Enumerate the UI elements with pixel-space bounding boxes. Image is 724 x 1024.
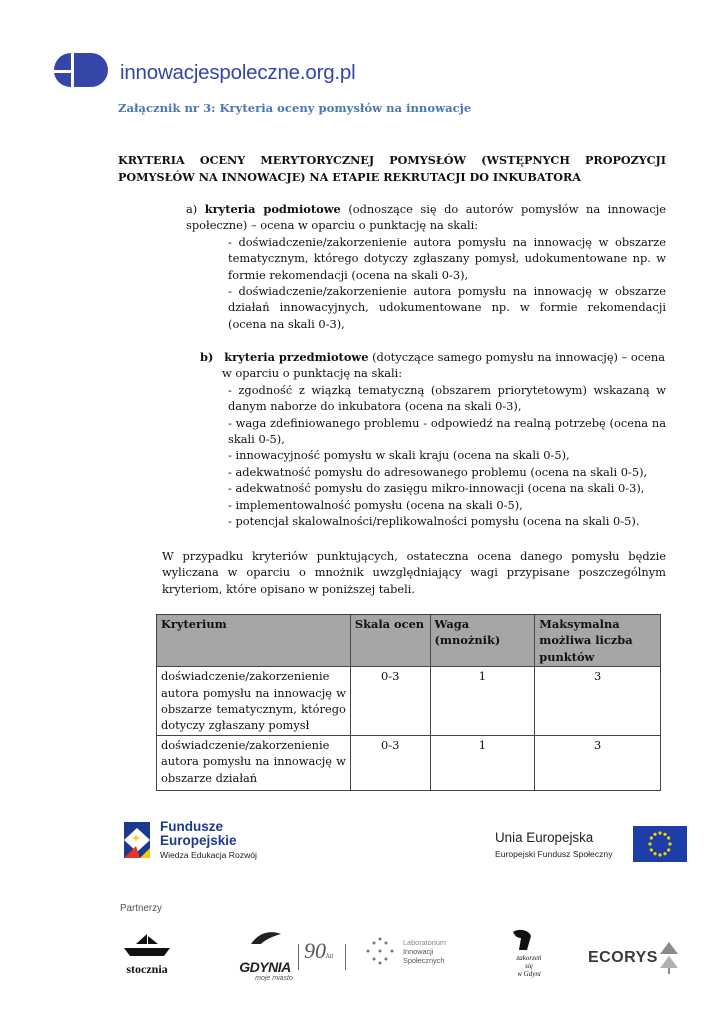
zak-line-2: się bbox=[525, 962, 533, 970]
section-b-marker: b) bbox=[200, 350, 214, 364]
partner-zakorzen-logo bbox=[498, 928, 560, 978]
eu-line-2: Europejski Fundusz Społeczny bbox=[495, 848, 613, 859]
table-cell: doświadczenie/zakorzenienie autora pomysłu na innowację w obszarze tematycznym, którego dotyczy zgłaszany pomysł bbox=[157, 667, 351, 736]
european-funds-logo bbox=[120, 818, 257, 862]
section-a-lead-text: (odnoszące się do autorów pomysłów na innowacje społeczne) – ocena w oparciu o punktację na skali: bbox=[186, 202, 667, 233]
funds-line-2: Europejskie bbox=[160, 833, 237, 848]
eu-flag-icon bbox=[633, 826, 687, 862]
section-b-item: - waga zdefiniowanego problemu - odpowiedź na realną potrzebę (ocena na skali 0-5), bbox=[228, 415, 666, 447]
ecorys-tree-icon bbox=[658, 940, 680, 976]
section-b-bold: kryteria przedmiotowe bbox=[224, 350, 369, 364]
stocznia-name: stocznia bbox=[126, 962, 168, 976]
table-header-cell: Maksymalna możliwa liczba punktów bbox=[535, 615, 661, 667]
partners-label: Partnerzy bbox=[120, 903, 162, 914]
summary-paragraph: W przypadku kryteriów punktujących, ostateczna ocena danego pomysłu będzie wyliczana w oparciu o mnożnik uwzględniający wagi przypisane poszczególnym kryteriom, które opisano w poniższej tabeli. bbox=[162, 549, 666, 596]
funds-line-1: Fundusze bbox=[160, 819, 223, 834]
site-name[interactable]: innowacjespoleczne.org.pl bbox=[120, 61, 356, 84]
section-a-item: - doświadczenie/zakorzenienie autora pomysłu na innowację w obszarze działań innowacyjnych, udokumentowane np. w formie rekomendacji (ocena na skali 0-3), bbox=[228, 284, 666, 331]
partner-divider bbox=[345, 944, 346, 970]
gdynia-sail-icon bbox=[245, 930, 285, 946]
partner-ecorys-logo bbox=[588, 940, 680, 976]
european-funds-text bbox=[160, 820, 257, 860]
main-heading-line-2: POMYSŁÓW NA INNOWACJE) NA ETAPIE REKRUTACJI DO INKUBATORA bbox=[118, 170, 581, 184]
section-a-lead bbox=[186, 201, 666, 234]
section-a-bold: kryteria podmiotowe bbox=[204, 202, 341, 216]
lab-dots-icon bbox=[365, 936, 395, 966]
section-b-item: - adekwatność pomysłu do zasięgu mikro-innowacji (ocena na skali 0-3), bbox=[228, 481, 645, 496]
section-a-item: - doświadczenie/zakorzenienie autora pomysłu na innowację w obszarze tematycznym, którego dotyczy zgłaszany pomysł, udokumentowane np. w formie rekomendacji (ocena na skali 0-3), bbox=[228, 234, 666, 282]
ecorys-name: ECORYS bbox=[588, 949, 658, 966]
gdynia-tagline: moje miasto bbox=[255, 975, 293, 982]
table-cell: 0-3 bbox=[350, 735, 430, 790]
section-b-item: - zgodność z wiązką tematyczną (obszarem priorytetowym) wskazaną w danym naborze do inkubatora (ocena na skali 0-3), bbox=[228, 382, 666, 414]
section-b-lead bbox=[200, 349, 666, 365]
european-funds-star-icon bbox=[120, 818, 154, 862]
section-b-item: - potencjał skalowalności/replikowalności pomysłu (ocena na skali 0-5). bbox=[228, 514, 640, 529]
section-b bbox=[200, 349, 666, 529]
table-header-cell: Kryterium bbox=[157, 615, 351, 667]
partner-stocznia-logo bbox=[120, 932, 174, 977]
ninety-lat: lat bbox=[326, 952, 334, 960]
table-cell bbox=[157, 735, 351, 790]
zakorzen-figure-icon bbox=[507, 928, 551, 952]
table-cell: 1 bbox=[430, 735, 535, 790]
partner-gdynia-logo bbox=[230, 930, 300, 982]
zak-line-1: zakorzeń bbox=[516, 954, 542, 962]
lab-text bbox=[403, 938, 446, 965]
section-a bbox=[186, 201, 666, 332]
table-cell-text: doświadczenie/zakorzenienie autora pomysłu na innowację w obszarze działań bbox=[161, 737, 346, 785]
lab-line-2: Innowacji bbox=[403, 946, 434, 956]
table-header-cell: Waga (mnożnik) bbox=[430, 615, 535, 667]
table-cell: 0-3 bbox=[350, 667, 430, 736]
eu-logo bbox=[495, 826, 687, 862]
site-logo-icon bbox=[52, 51, 110, 89]
funds-line-3: Wiedza Edukacja Rozwój bbox=[160, 850, 257, 860]
table-row bbox=[157, 667, 661, 736]
section-a-marker: a) bbox=[186, 202, 198, 216]
section-b-lead-text: (dotyczące samego pomysłu na innowację) – ocena bbox=[372, 350, 666, 364]
main-heading bbox=[118, 152, 666, 186]
eu-line-1: Unia Europejska bbox=[495, 829, 594, 845]
lab-line-3: Społecznych bbox=[403, 955, 445, 965]
stocznia-icon bbox=[120, 932, 174, 960]
table-cell: 3 bbox=[535, 667, 661, 736]
lab-line-1: Laboratorium bbox=[403, 937, 446, 947]
table-header-cell: Skala ocen bbox=[350, 615, 430, 667]
zak-line-3: w Gdyni bbox=[517, 970, 541, 978]
partner-lab-logo bbox=[365, 936, 446, 966]
eu-text bbox=[495, 830, 613, 859]
gdynia-name: GDYNIA bbox=[239, 959, 291, 975]
ninety-number: 90 bbox=[304, 938, 326, 963]
site-header bbox=[52, 50, 355, 90]
criteria-table bbox=[156, 614, 661, 791]
section-b-item: - innowacyjność pomysłu w skali kraju (ocena na skali 0-5), bbox=[228, 448, 570, 463]
partner-90-years-logo bbox=[304, 938, 333, 964]
section-b-item: - implementowalność pomysłu (ocena na skali 0-5), bbox=[228, 497, 523, 512]
main-heading-line-1: KRYTERIA OCENY MERYTORYCZNEJ POMYSŁÓW (WSTĘPNYCH PROPOZYCJI bbox=[118, 153, 666, 167]
partner-divider bbox=[298, 944, 299, 970]
table-header-row bbox=[157, 615, 661, 667]
table-row bbox=[157, 735, 661, 790]
table-cell: 3 bbox=[535, 735, 661, 790]
section-b-lead-cont: w oparciu o punktację na skali: bbox=[222, 366, 403, 381]
section-b-item: - adekwatność pomysłu do adresowanego problemu (ocena na skali 0-5), bbox=[228, 464, 648, 479]
attachment-title: Załącznik nr 3: Kryteria oceny pomysłów na innowacje bbox=[118, 101, 472, 115]
table-cell: 1 bbox=[430, 667, 535, 736]
